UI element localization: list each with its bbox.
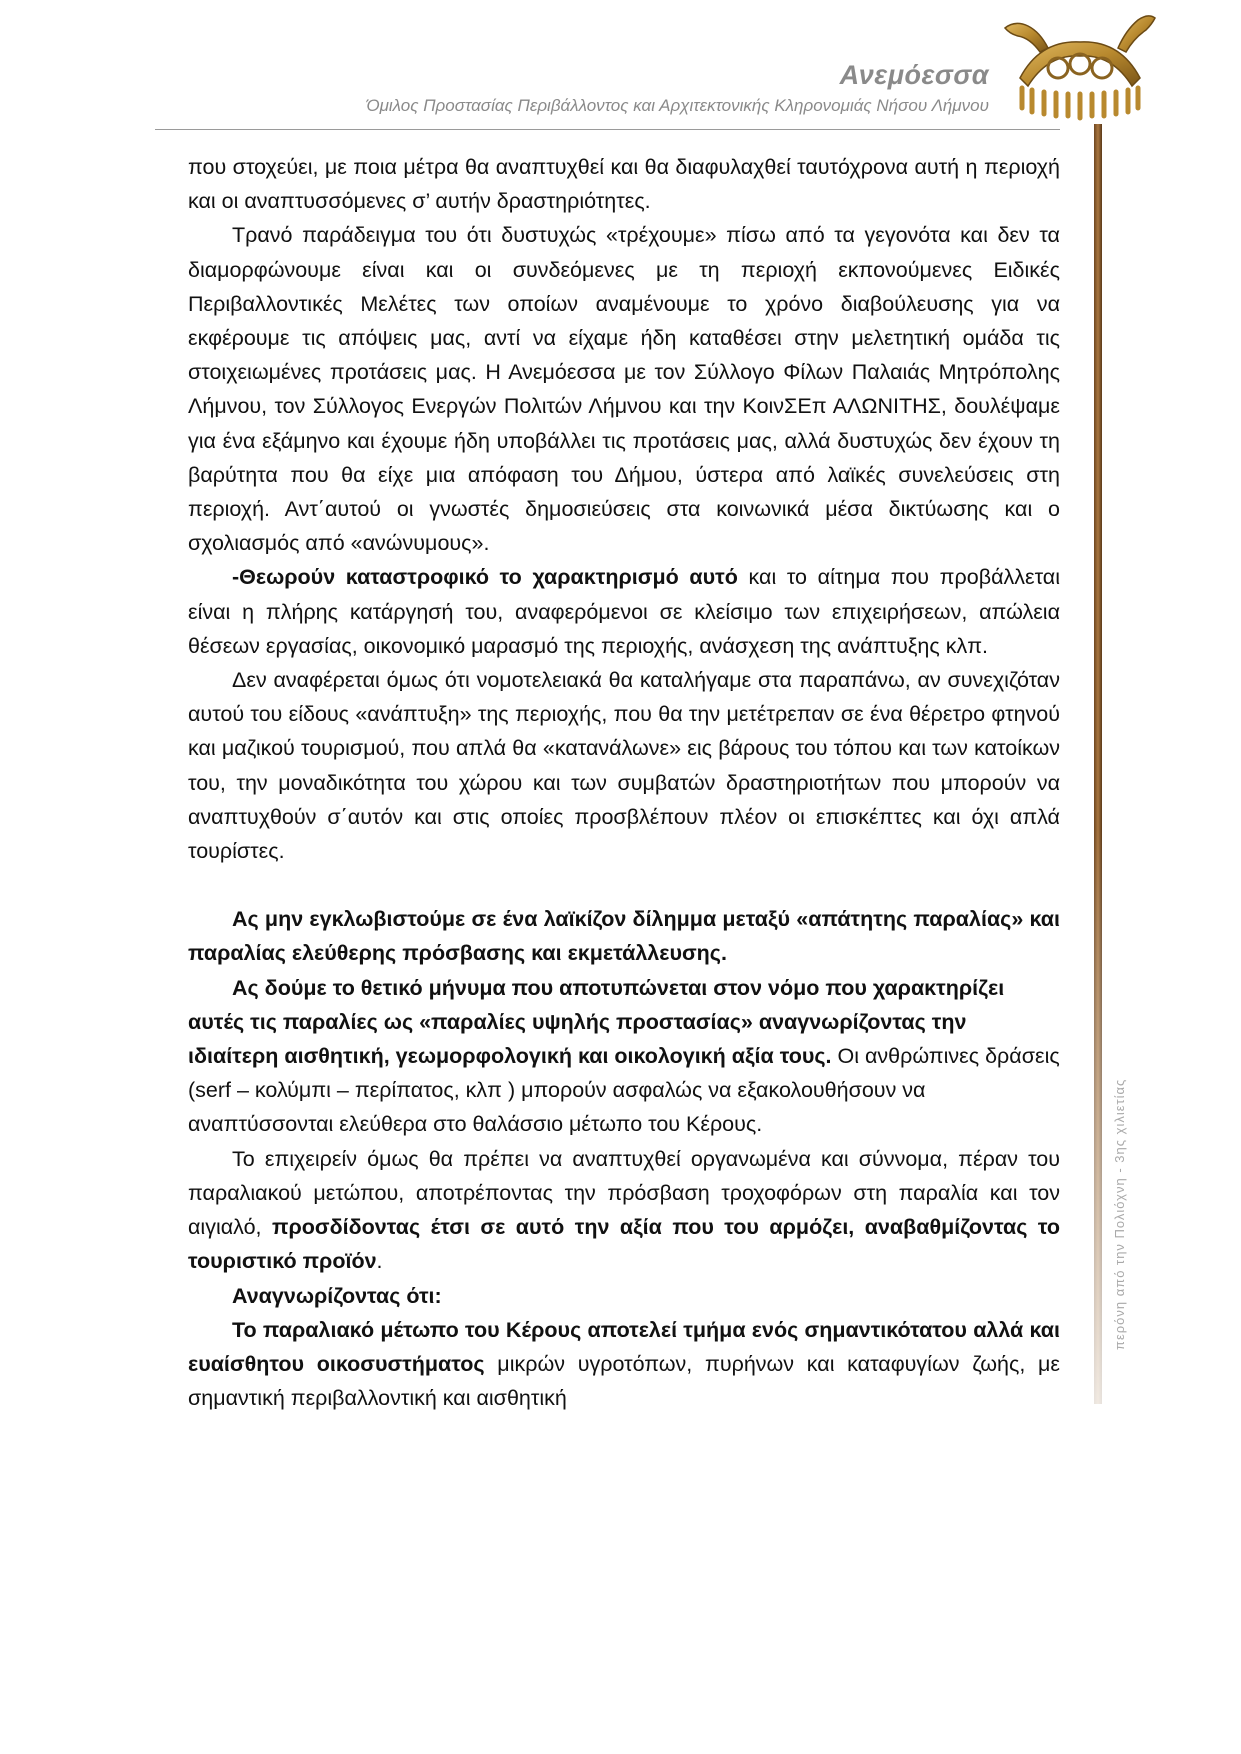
blank-line	[188, 868, 1060, 902]
pin-staff-decoration	[1091, 124, 1105, 1404]
header-title: Ανεμόεσσα	[839, 60, 989, 90]
header-subtitle: Όμιλος Προστασίας Περιβάλλοντος και Αρχιτεκτονικής Κληρονομιάς Νήσου Λήμνου	[366, 96, 989, 115]
paragraph: -Θεωρούν καταστροφικό το χαρακτηρισμό αυτό και το αίτημα που προβάλλεται είναι η πλήρης κατάργησή του, αναφερόμενοι σε κλείσιμο των επιχειρήσεων, απώλεια θέσεων εργασίας, οικονομικό μαρασμό της περιοχής, ανάσχεση της ανάπτυξης κλπ.	[188, 565, 1060, 658]
paragraph: Το παραλιακό μέτωπο του Κέρους αποτελεί τμήμα ενός σημαντικότατου αλλά και ευαίσθητου οικοσυστήματος μικρών υγροτόπων, πυρήνων και καταφυγίων ζωής, με σημαντική περιβαλλοντική και αισθητική	[188, 1317, 1060, 1411]
paragraph: Δεν αναφέρεται όμως ότι νομοτελειακά θα καταλήγαμε στα παραπάνω, αν συνεχιζόταν αυτού του είδους «ανάπτυξη» της περιοχής, που θα την μετέτρεπαν σε ένα θέρετρο φτηνού και μαζικού τουρισμού, που απλά θα «κατανάλωνε» εις βάρους του τόπου και των κατοίκων του, την μοναδικότητα του χώρου και των συμβατών δραστηριοτήτων που μπορούν να αναπτυχθούν σ΄αυτόν και στις οποίες προσβλέπουν πλέον οι επισκέπτες και όχι απλά τουρίστες.	[188, 668, 1060, 864]
paragraph: που στοχεύει, με ποια μέτρα θα αναπτυχθεί και θα διαφυλαχθεί ταυτόχρονα αυτή η περιοχή και οι αναπτυσσόμενες σ’ αυτήν δραστηριότητες.	[188, 155, 1060, 214]
document-body	[188, 150, 1060, 1415]
side-caption: περόνη από την Πολιόχνη - 3ης χιλιετίας	[1112, 1078, 1127, 1350]
paragraph: Αναγνωρίζοντας ότι:	[232, 1283, 442, 1308]
paragraph: Ας μην εγκλωβιστούμε σε ένα λαϊκίζον δίλημμα μεταξύ «απάτητης παραλίας» και παραλίας ελεύθερης πρόσβασης και εκμετάλλευσης.	[188, 907, 1060, 966]
paragraph: Ας δούμε το θετικό μήνυμα που αποτυπώνεται στον νόμο που χαρακτηρίζει αυτές τις παραλίες ως «παραλίες υψηλής προστασίας» αναγνωρίζοντας την ιδιαίτερη αισθητική, γεωμορφολογική και οικολογική αξία τους. Οι ανθρώπινες δράσεις (serf – κολύμπι – περίπατος, κλπ ) μπορούν ασφαλώς να εξακολουθήσουν να αναπτύσσονται ελεύθερα στο θαλάσσιο μέτωπο του Κέρους.	[188, 975, 1060, 1137]
header-divider	[155, 129, 1060, 130]
paragraph: Τρανό παράδειγμα του ότι δυστυχώς «τρέχουμε» πίσω από τα γεγονότα και δεν τα διαμορφώνουμε είναι και οι συνδεόμενες με τη περιοχή εκπονούμενες Ειδικές Περιβαλλοντικές Μελέτες των οποίων αναμένουμε το χρόνο διαβούλευσης για να εκφέρουμε τις απόψεις μας, αντί να είχαμε ήδη καταθέσει στην μελετητική ομάδα τις στοιχειωμένες προτάσεις μας. Η Ανεμόεσσα με τον Σύλλογο Φίλων Παλαιάς Μητρόπολης Λήμνου, τον Σύλλογος Ενεργών Πολιτών Λήμνου και την ΚοινΣΕπ ΑΛΩΝΙΤΗΣ, δουλέψαμε για ένα εξάμηνο και έχουμε ήδη υποβάλλει τις προτάσεις μας, αλλά δυστυχώς δεν έχουν τη βαρύτητα που θα είχε μια απόφαση του Δήμου, ύστερα από λαϊκές συνελεύσεις στη περιοχή. Αντ΄αυτού οι γνωστές δημοσιεύσεις στα κοινωνικά μέσα δικτύωσης και ο σχολιασμός από «ανώνυμους».	[188, 223, 1060, 556]
brooch-logo-icon	[1000, 8, 1160, 138]
paragraph: Το επιχειρείν όμως θα πρέπει να αναπτυχθεί οργανωμένα και σύννομα, πέραν του παραλιακού μετώπου, αποτρέποντας την πρόσβαση τροχοφόρων στη παραλία και τον αιγιαλό, προσδίδοντας έτσι σε αυτό την αξία που του αρμόζει, αναβαθμίζοντας το τουριστικό προϊόν.	[188, 1146, 1060, 1274]
